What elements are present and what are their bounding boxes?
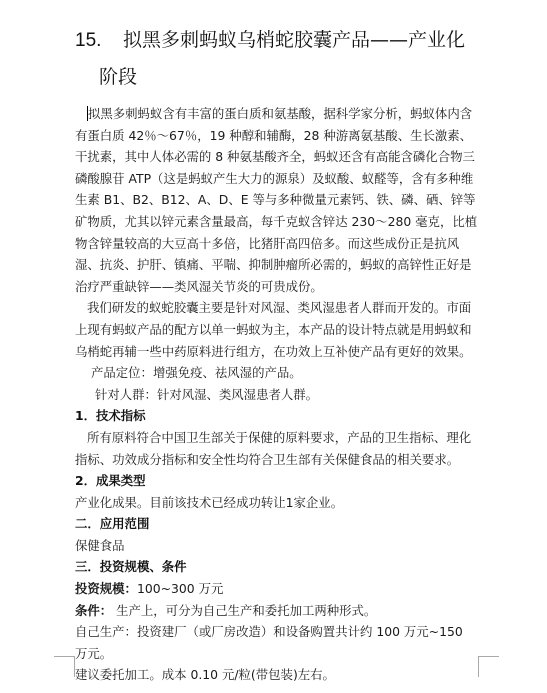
self-production-cost: 自己生产：投资建厂（或厂房改造）和设备购置共计约 100 万元~150 万元。 [75,624,463,661]
product-positioning: 产品定位：增强免疫、祛风湿的产品。 [91,365,302,381]
section-result-type-title: 2．成果类型 [75,473,146,489]
page-corner-mark-right [478,656,499,677]
investment-conditions-value: 生产上，可分为自己生产和委托加工两种形式。 [112,602,377,618]
target-audience: 针对人群：针对风湿、类风湿患者人群。 [95,386,319,402]
heading-title-line-1: 拟黑多刺蚂蚁乌梢蛇胶囊产品——产业化 [123,29,466,51]
section-technical-indicators-body: 所有原料符合中国卫生部关于保健的原料要求，产品的卫生指标、理化指标、功效成分指标和安全性均符合卫生部有关保健食品的相关要求。 [75,429,472,467]
section-application-scope-body: 保健食品 [75,537,125,553]
investment-scale [75,578,479,600]
section-technical-indicators-title: 1．技术指标 [75,408,146,424]
heading-number: 15. [75,30,102,51]
intro-paragraph-2: 我们研发的蚁蛇胶囊主要是针对风湿、类风湿患者人群而开发的。市面上现有蚂蚁产品的配方以单一蚂蚁为主，本产品的设计特点就是用蚂蚁和乌梢蛇再辅一些中药原料进行组方，在功效上互补使产品有更好的效果。 [75,300,472,359]
page-corner-mark-left [54,656,75,677]
intro-paragraph-1-text: 拟黑多刺蚂蚁含有丰富的蛋白质和氨基酸，据科学家分析，蚂蚁体内含有蛋白质 42％～67％，19 种醇和辅酶，28 种游离氨基酸、生长激素、干扰素，其中人体必需的 8 种氨基酸齐全，蚂蚁还含有高能含磷化合物三磷酸腺苷 ATP（这是蚂蚁产生大力的源泉）及蚁酸、蚁醛等，含有多种维生素 B1、B2、B12、A、D、E 等与多种微量元素钙、铁、磷、硒、锌等矿物质，尤其以锌元素含量最高，每千克蚁含锌达 230～280 毫克，比植物含锌量较高的大豆高十多倍，比猪肝高四倍多。而这些成份正是抗风湿、抗炎、护肝、镇痛、平喘、抑制肿瘤所必需的，蚂蚁的高锌性正好是治疗严重缺锌——类风湿关节炎的可贵成份。 [75,106,478,294]
heading-line-1 [75,22,495,59]
heading-title-line-2: 阶段 [99,66,138,88]
outsource-recommendation: 建议委托加工。成本 0.10 元/粒(带包装)左右。 [75,667,335,683]
intro-paragraph-1 [75,103,479,297]
investment-scale-value: 100~300 万元 [136,581,224,597]
section-application-scope-title: 二．应用范围 [75,516,150,532]
section-investment-title: 三．投资规模、条件 [75,559,187,575]
section-result-type-body: 产业化成果。目前该技术已经成功转让1家企业。 [75,494,344,510]
investment-scale-label: 投资规模： [75,581,137,597]
investment-conditions [75,600,479,622]
investment-conditions-label: 条件： [75,602,113,618]
document-body [75,103,479,686]
section-heading [75,22,495,96]
